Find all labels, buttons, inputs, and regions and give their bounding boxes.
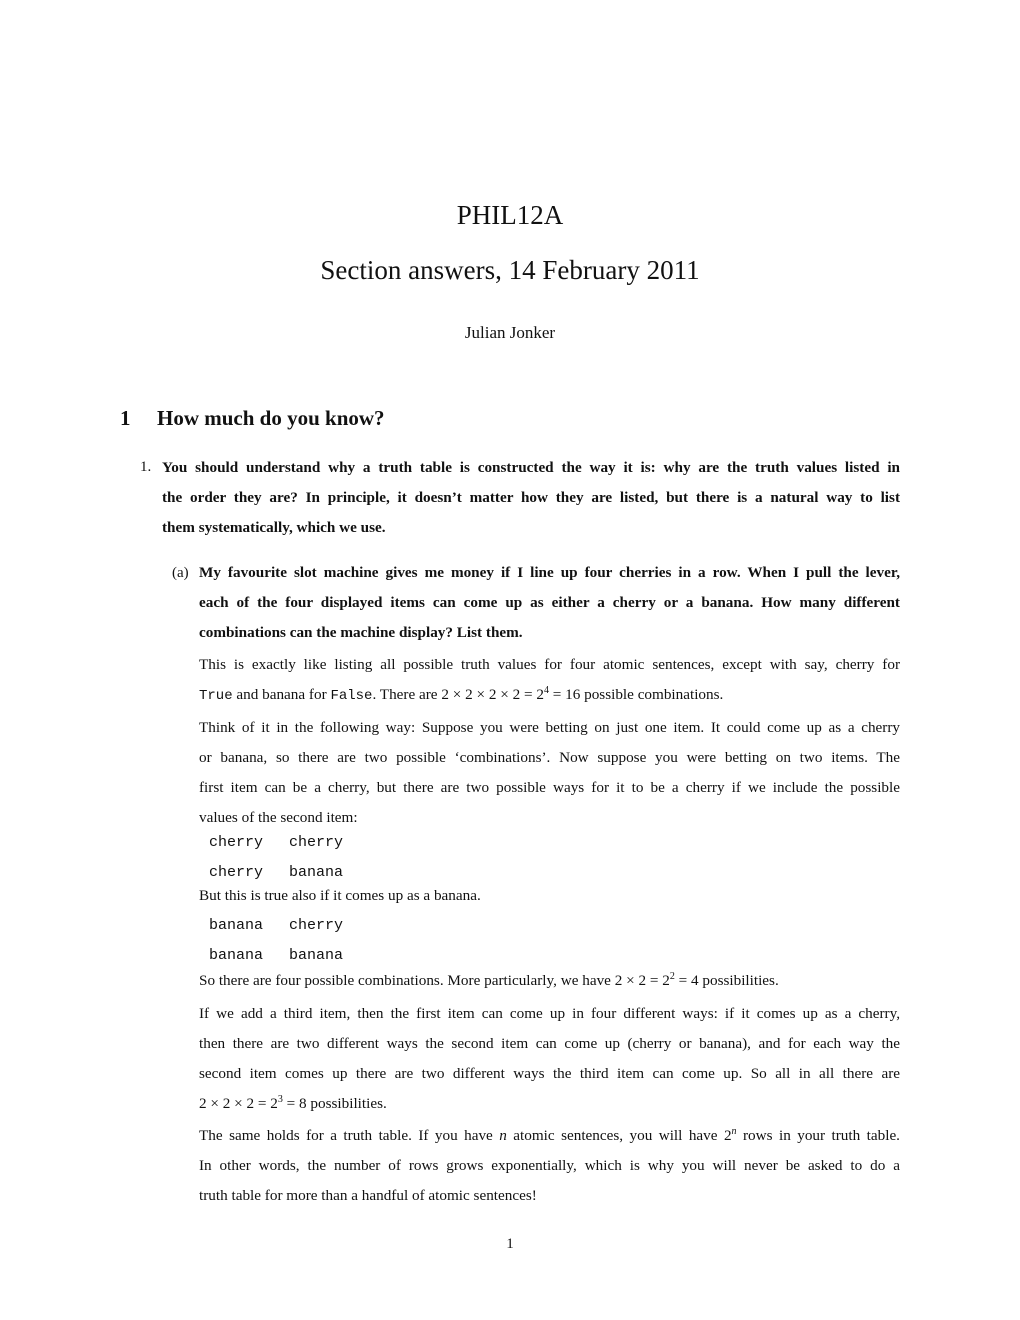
text-fragment: atomic sentences, you will have — [506, 1127, 724, 1144]
answer-paragraph-6 — [199, 1121, 900, 1211]
answer-paragraph-2 — [199, 713, 900, 833]
section-number: 1 — [120, 406, 131, 430]
combination-item: banana — [209, 947, 264, 964]
answer-line: or banana, so there are two possible ‘combinations’. Now suppose you were betting on two items. The — [199, 749, 900, 766]
answer-line: second item comes up there are two different ways the third item can come up. So all in all there are — [199, 1065, 900, 1082]
text-fragment: possibilities. — [698, 972, 779, 989]
math-expression: = 4 — [674, 972, 699, 989]
answer-paragraph-5 — [199, 999, 900, 1119]
page-number: 1 — [506, 1236, 514, 1252]
true-code: True — [199, 688, 233, 704]
combination-row — [209, 834, 369, 851]
answer-line: truth table for more than a handful of atomic sentences! — [199, 1187, 537, 1204]
document-title: PHIL12A — [456, 200, 564, 230]
part-question — [199, 558, 900, 648]
math-exponent: 4 — [543, 685, 549, 696]
combination-row — [209, 947, 369, 964]
question-line: the order they are? In principle, it doesn’t matter how they are listed, but there is a natural way to list — [162, 489, 900, 506]
false-code: False — [330, 688, 373, 704]
text-fragment: and banana for — [232, 686, 331, 703]
section-title: How much do you know? — [157, 406, 385, 430]
combination-item: cherry — [209, 864, 264, 881]
combination-item: cherry — [289, 834, 344, 851]
part-line: My favourite slot machine gives me money if I line up four cherries in a row. When I pull the lever, — [199, 564, 900, 581]
answer-paragraph-4 — [199, 966, 900, 996]
answer-paragraph-1 — [199, 650, 900, 711]
answer-line — [199, 1089, 900, 1119]
text-fragment: . There are — [372, 686, 442, 703]
math-expression: = 16 — [548, 686, 581, 703]
combination-item: cherry — [289, 917, 344, 934]
section-heading — [120, 406, 385, 431]
text-fragment: possibilities. — [306, 1095, 387, 1112]
question-number: 1. — [140, 459, 152, 475]
math-variable: n — [499, 1127, 507, 1144]
author-name: Julian Jonker — [464, 323, 556, 342]
answer-line: then there are two different ways the second item can come up (cherry or banana), and for each way the — [199, 1035, 900, 1052]
answer-line: first item can be a cherry, but there are two possible ways for it to be a cherry if we include the possible — [199, 779, 900, 796]
combination-item: banana — [289, 864, 344, 881]
combination-row — [209, 864, 369, 881]
text-fragment: The same holds for a truth table. If you have — [199, 1127, 500, 1144]
math-exponent: 3 — [277, 1094, 283, 1105]
part-label: (a) — [172, 565, 189, 581]
combination-item: cherry — [209, 834, 264, 851]
text-fragment: rows in your truth table. — [736, 1127, 900, 1144]
part-line: each of the four displayed items can come up as either a cherry or a banana. How many different — [199, 594, 900, 611]
part-line: combinations can the machine display? List them. — [199, 624, 523, 641]
answer-line: In other words, the number of rows grows exponentially, which is why you will never be asked to do a — [199, 1157, 900, 1174]
answer-paragraph-3: But this is true also if it comes up as a banana. — [199, 887, 481, 904]
math-expression: 2 × 2 × 2 = 2 — [199, 1095, 278, 1112]
combination-item: banana — [289, 947, 344, 964]
math-exponent: n — [731, 1126, 737, 1137]
document-subtitle: Section answers, 14 February 2011 — [320, 255, 700, 285]
math-expression: = 8 — [282, 1095, 307, 1112]
combination-item: banana — [209, 917, 264, 934]
question-line: You should understand why a truth table is constructed the way it is: why are the truth values listed in — [162, 459, 900, 476]
answer-line: This is exactly like listing all possible truth values for four atomic sentences, except with say, cherry for — [199, 656, 900, 673]
answer-line: values of the second item: — [199, 809, 358, 826]
text-fragment: So there are four possible combinations. More particularly, we have — [199, 972, 615, 989]
text-fragment: possible combinations. — [580, 686, 724, 703]
math-expression: 2 × 2 = 2 — [614, 972, 670, 989]
math-exponent: 2 — [669, 971, 675, 982]
answer-line: Think of it in the following way: Suppose you were betting on just one item. It could come up as a cherry — [199, 719, 900, 736]
answer-line — [199, 1121, 900, 1151]
math-expression: 2 — [723, 1127, 732, 1144]
question-text — [162, 453, 900, 543]
answer-line: If we add a third item, then the first item can come up in four different ways: if it comes up as a cherry, — [199, 1005, 900, 1022]
combination-row — [209, 917, 369, 934]
answer-line — [199, 680, 900, 711]
math-expression: 2 × 2 × 2 × 2 = 2 — [441, 686, 544, 703]
question-line: them systematically, which we use. — [162, 519, 386, 536]
